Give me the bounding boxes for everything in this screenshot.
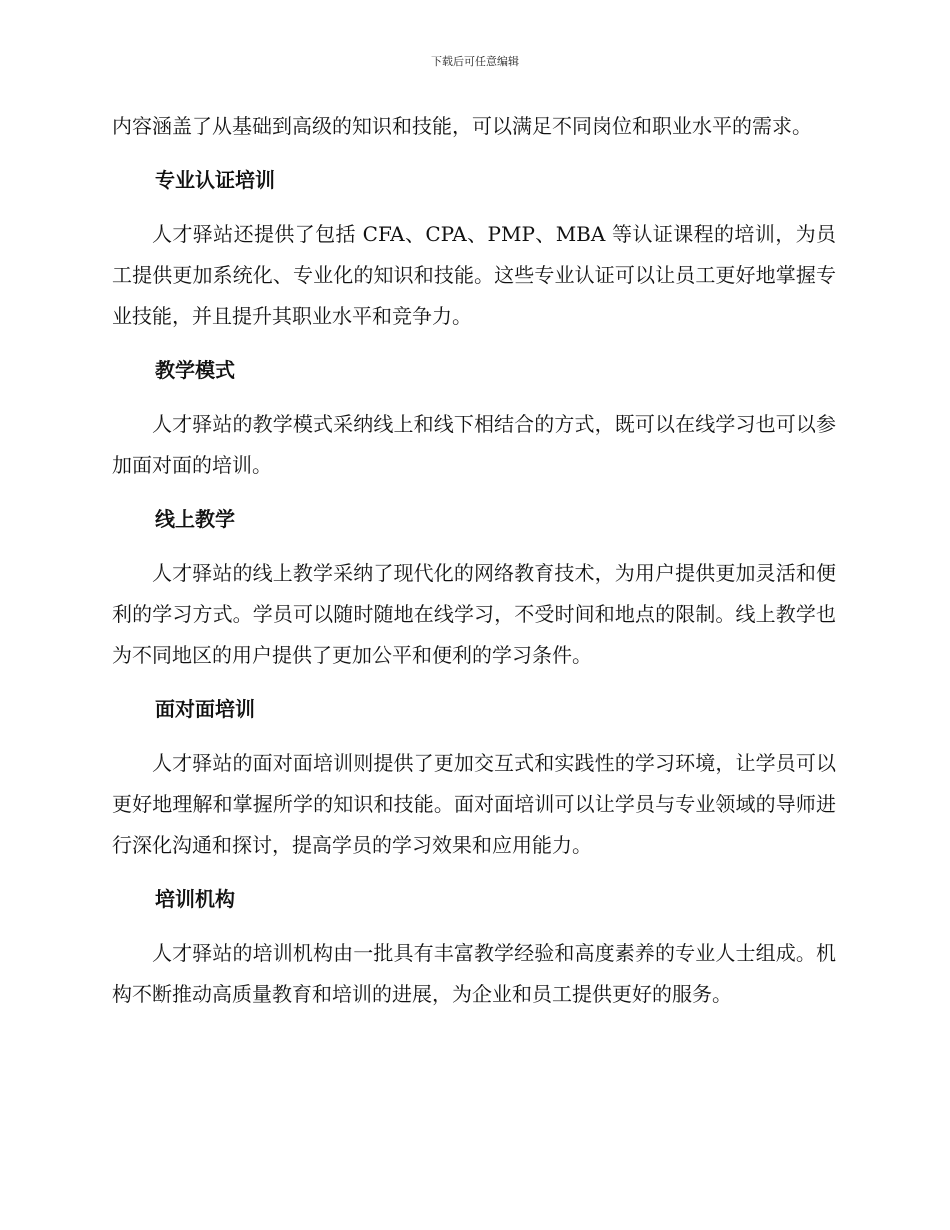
paragraph-online-teaching: 人才驿站的线上教学采纳了现代化的网络教育技术，为用户提供更加灵活和便利的学习方式。学员可以随时随地在线学习，不受时间和地点的限制。线上教学也为不同地区的用户提供了更加公平和便利的学习条件。	[112, 561, 836, 667]
heading-teaching-mode: 教学模式	[155, 358, 235, 382]
spacer	[112, 337, 836, 350]
paragraph-training-institution: 人才驿站的培训机构由一批具有丰富教学经验和高度素养的专业人士组成。机构不断推动高质量教育和培训的进展，为企业和员工提供更好的服务。	[112, 941, 836, 1006]
document-body	[112, 106, 836, 1015]
spacer	[112, 730, 836, 743]
spacer	[112, 866, 836, 879]
spacer	[112, 676, 836, 689]
spacer	[112, 201, 836, 214]
spacer	[112, 147, 836, 160]
spacer	[112, 486, 836, 499]
spacer	[112, 920, 836, 933]
heading-face-to-face: 面对面培训	[155, 697, 255, 721]
heading-training-institution: 培训机构	[155, 887, 235, 911]
paragraph-certification: 人才驿站还提供了包括 CFA、CPA、PMP、MBA 等认证课程的培训，为员工提供更加系统化、专业化的知识和技能。这些专业认证可以让员工更好地掌握专业技能，并且提升其职业水平和竞争力。	[112, 222, 836, 328]
paragraph-intro-continuation: 内容涵盖了从基础到高级的知识和技能，可以满足不同岗位和职业水平的需求。	[112, 114, 812, 138]
heading-online-teaching: 线上教学	[155, 507, 235, 531]
spacer	[112, 540, 836, 553]
page-header: 下载后可任意编辑	[431, 55, 519, 68]
heading-professional-certification: 专业认证培训	[155, 168, 275, 192]
paragraph-teaching-mode: 人才驿站的教学模式采纳线上和线下相结合的方式，既可以在线学习也可以参加面对面的培训。	[112, 412, 836, 477]
spacer	[112, 391, 836, 404]
paragraph-face-to-face: 人才驿站的面对面培训则提供了更加交互式和实践性的学习环境，让学员可以更好地理解和掌握所学的知识和技能。面对面培训可以让学员与专业领域的导师进行深化沟通和探讨，提高学员的学习效果和应用能力。	[112, 751, 836, 857]
